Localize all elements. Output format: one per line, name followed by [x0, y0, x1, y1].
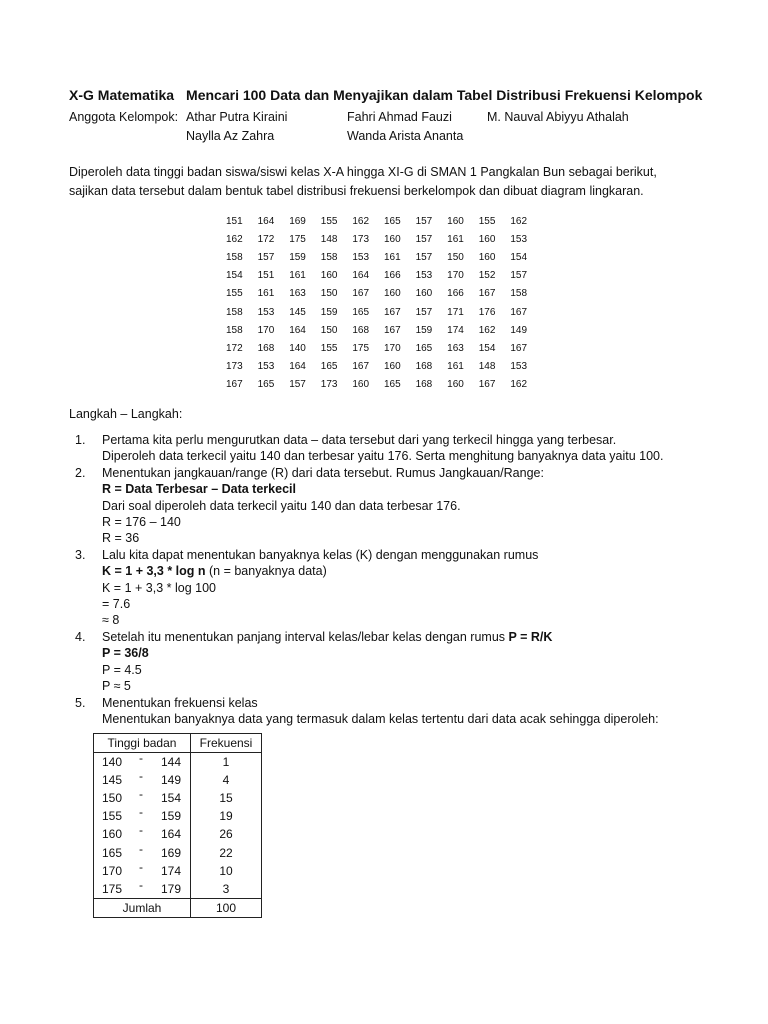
data-value: 167	[478, 379, 496, 391]
class-lower-bound: 145	[102, 773, 123, 788]
data-value: 158	[226, 251, 243, 263]
range-dash: -	[139, 787, 143, 802]
class-lower-bound: 160	[102, 827, 123, 842]
data-value: 153	[510, 361, 528, 373]
data-value: 153	[352, 251, 370, 263]
member-name: Naylla Az Zahra	[186, 129, 275, 143]
step-number: 5.	[75, 695, 86, 710]
frequency-value: 15	[191, 789, 262, 807]
data-value: 162	[226, 233, 243, 245]
step-text: ≈ 8	[102, 613, 120, 628]
data-row	[226, 230, 542, 248]
data-value: 155	[320, 215, 338, 227]
data-row	[226, 321, 542, 339]
members-label: Anggota Kelompok:	[69, 110, 179, 124]
data-value: 162	[510, 379, 528, 391]
table-row	[94, 825, 262, 843]
class-upper-bound: 164	[161, 827, 182, 842]
class-upper-bound: 174	[161, 863, 182, 878]
range-dash: -	[139, 805, 143, 820]
data-value: 168	[352, 324, 370, 336]
step-text: Pertama kita perlu mengurutkan data – data tersebut dari yang terkecil hingga yang terbesar.	[102, 433, 617, 447]
class-upper-bound: 179	[161, 881, 182, 896]
member-name: Athar Putra Kiraini	[186, 110, 288, 124]
data-value: 170	[447, 270, 464, 282]
data-value: 150	[447, 251, 464, 263]
step-text: Menentukan banyaknya data yang termasuk dalam kelas tertentu dari data acak sehingga diperoleh:	[102, 711, 659, 726]
data-value: 152	[478, 270, 496, 282]
range-dash: -	[139, 769, 143, 784]
data-value: 165	[415, 342, 433, 354]
member-name: M. Nauval Abiyyu Athalah	[487, 110, 629, 124]
data-value: 176	[478, 306, 496, 318]
data-value: 157	[510, 270, 528, 282]
data-value: 159	[415, 324, 433, 336]
frequency-value: 26	[191, 825, 262, 843]
data-value: 157	[257, 251, 275, 263]
class-upper-bound: 149	[161, 773, 182, 788]
problem-statement	[69, 163, 709, 201]
data-value: 158	[226, 306, 243, 318]
data-value: 166	[447, 288, 464, 300]
frequency-value: 3	[191, 880, 262, 899]
data-value: 172	[226, 342, 243, 354]
step-number: 4.	[75, 629, 86, 644]
data-value: 165	[320, 361, 338, 373]
step-number: 3.	[75, 547, 86, 562]
class-lower-bound: 155	[102, 809, 123, 824]
data-value: 164	[289, 361, 306, 373]
data-value: 175	[352, 342, 370, 354]
table-row	[94, 862, 262, 880]
range-dash: -	[139, 751, 143, 766]
range-dash: -	[139, 823, 143, 838]
data-value: 154	[510, 251, 528, 263]
data-row	[226, 303, 542, 321]
formula-note: (n = banyaknya data)	[205, 564, 327, 579]
data-value: 160	[447, 379, 464, 391]
step-text: P ≈ 5	[102, 679, 131, 694]
data-value: 154	[478, 342, 496, 354]
step-text: P = 4.5	[102, 662, 142, 677]
table-row	[94, 753, 262, 772]
class-upper-bound: 169	[161, 845, 182, 860]
class-lower-bound: 170	[102, 863, 123, 878]
frequency-value: 10	[191, 862, 262, 880]
data-value: 162	[478, 324, 496, 336]
total-value: 100	[191, 898, 262, 917]
data-value: 165	[352, 306, 370, 318]
data-value: 155	[320, 342, 338, 354]
data-value: 161	[289, 270, 306, 282]
class-lower-bound: 165	[102, 845, 123, 860]
class-upper-bound: 154	[161, 791, 182, 806]
data-value: 167	[478, 288, 496, 300]
data-value: 170	[383, 342, 401, 354]
data-value: 161	[447, 361, 464, 373]
table-row	[94, 880, 262, 899]
frequency-table	[93, 733, 262, 918]
class-lower-bound: 150	[102, 791, 123, 806]
raw-data-grid	[226, 212, 542, 394]
data-value: 166	[383, 270, 401, 282]
data-value: 161	[447, 233, 464, 245]
step-5	[75, 695, 715, 728]
data-value: 153	[510, 233, 528, 245]
page-title	[69, 87, 702, 103]
data-value: 149	[510, 324, 528, 336]
data-value: 158	[320, 251, 338, 263]
data-value: 163	[289, 288, 306, 300]
assignment-title: Mencari 100 Data dan Menyajikan dalam Tabel Distribusi Frekuensi Kelompok	[186, 87, 703, 103]
data-value: 148	[478, 361, 496, 373]
data-row	[226, 339, 542, 357]
frequency-value: 19	[191, 807, 262, 825]
data-value: 171	[447, 306, 464, 318]
step-text: R = 36	[102, 531, 140, 546]
step-text: R = 176 – 140	[102, 515, 181, 530]
data-value: 153	[257, 361, 275, 373]
data-value: 167	[510, 306, 528, 318]
data-value: 168	[257, 342, 275, 354]
data-value: 172	[257, 233, 275, 245]
data-value: 157	[415, 215, 433, 227]
data-value: 150	[320, 288, 338, 300]
data-value: 164	[289, 324, 306, 336]
data-row	[226, 248, 542, 266]
data-value: 157	[415, 233, 433, 245]
interval-calc: P = 36/8	[102, 646, 149, 661]
data-row	[226, 285, 542, 303]
step-text: Setelah itu menentukan panjang interval kelas/lebar kelas dengan rumus	[102, 629, 509, 644]
data-row	[226, 212, 542, 230]
data-value: 154	[226, 270, 243, 282]
frequency-value: 4	[191, 771, 262, 789]
table-row	[94, 843, 262, 861]
class-lower-bound: 175	[102, 881, 123, 896]
table-row	[94, 789, 262, 807]
data-value: 173	[320, 379, 338, 391]
intro-line: Diperoleh data tinggi badan siswa/siswi kelas X-A hingga XI-G di SMAN 1 Pangkalan Bun sebagai berikut,	[69, 165, 657, 179]
step-text: Diperoleh data terkecil yaitu 140 dan terbesar yaitu 176. Serta menghitung banyaknya data yaitu 100.	[102, 449, 664, 464]
data-value: 165	[257, 379, 275, 391]
data-value: 174	[447, 324, 464, 336]
data-value: 173	[352, 233, 370, 245]
data-value: 153	[415, 270, 433, 282]
step-text: Menentukan jangkauan/range (R) dari data tersebut. Rumus Jangkauan/Range:	[102, 465, 544, 480]
class-upper-bound: 159	[161, 809, 182, 824]
data-value: 160	[415, 288, 433, 300]
total-label: Jumlah	[94, 898, 191, 917]
data-value: 145	[289, 306, 306, 318]
frequency-value: 22	[191, 843, 262, 861]
data-value: 153	[257, 306, 275, 318]
data-value: 160	[383, 288, 401, 300]
table-row	[94, 807, 262, 825]
step-text: Lalu kita dapat menentukan banyaknya kelas (K) dengan menggunakan rumus	[102, 547, 539, 562]
column-header: Frekuensi	[191, 734, 262, 753]
data-value: 162	[510, 215, 528, 227]
data-value: 167	[352, 361, 370, 373]
frequency-value: 1	[191, 753, 262, 772]
data-value: 155	[478, 215, 496, 227]
data-value: 164	[352, 270, 370, 282]
data-value: 148	[320, 233, 338, 245]
data-value: 160	[383, 361, 401, 373]
step-text: Menentukan frekuensi kelas	[102, 695, 258, 710]
data-value: 140	[289, 342, 306, 354]
member-name: Fahri Ahmad Fauzi	[347, 110, 452, 124]
data-row	[226, 358, 542, 376]
data-value: 167	[226, 379, 243, 391]
step-number: 2.	[75, 465, 86, 480]
data-value: 175	[289, 233, 306, 245]
data-value: 160	[352, 379, 370, 391]
data-value: 160	[320, 270, 338, 282]
data-value: 170	[257, 324, 275, 336]
column-header: Tinggi badan	[94, 734, 191, 753]
interval-formula: P = R/K	[508, 629, 553, 644]
step-1	[75, 432, 715, 465]
data-value: 150	[320, 324, 338, 336]
class-count-formula: K = 1 + 3,3 * log n	[102, 564, 206, 579]
data-value: 160	[478, 233, 496, 245]
steps-heading: Langkah – Langkah:	[69, 407, 183, 421]
data-value: 157	[415, 306, 433, 318]
step-2	[75, 465, 715, 547]
range-formula: R = Data Terbesar – Data terkecil	[102, 482, 296, 497]
data-value: 167	[510, 342, 528, 354]
step-text: K = 1 + 3,3 * log 100	[102, 580, 216, 595]
range-dash: -	[139, 841, 143, 856]
data-value: 173	[226, 361, 243, 373]
data-value: 160	[447, 215, 464, 227]
class-upper-bound: 144	[161, 755, 182, 770]
data-value: 159	[320, 306, 338, 318]
data-value: 163	[447, 342, 464, 354]
data-value: 157	[289, 379, 306, 391]
data-value: 161	[257, 288, 275, 300]
step-number: 1.	[75, 433, 86, 447]
step-text: Dari soal diperoleh data terkecil yaitu 140 dan data terbesar 176.	[102, 498, 461, 513]
group-members	[69, 108, 709, 146]
data-value: 168	[415, 379, 433, 391]
data-value: 167	[383, 324, 401, 336]
data-value: 158	[510, 288, 528, 300]
data-value: 165	[383, 379, 401, 391]
data-value: 159	[289, 251, 306, 263]
data-value: 160	[383, 233, 401, 245]
range-dash: -	[139, 859, 143, 874]
class-label: X-G Matematika	[69, 87, 175, 103]
data-value: 162	[352, 215, 370, 227]
data-value: 167	[383, 306, 401, 318]
data-value: 165	[383, 215, 401, 227]
steps-list	[75, 432, 715, 727]
data-value: 151	[226, 215, 243, 227]
data-value: 169	[289, 215, 306, 227]
data-value: 161	[383, 251, 401, 263]
data-row	[226, 376, 542, 394]
data-value: 160	[478, 251, 496, 263]
data-value: 157	[415, 251, 433, 263]
step-4	[75, 629, 715, 695]
data-value: 168	[415, 361, 433, 373]
data-value: 164	[257, 215, 275, 227]
class-lower-bound: 140	[102, 755, 123, 770]
data-value: 158	[226, 324, 243, 336]
step-3	[75, 547, 715, 629]
data-value: 151	[257, 270, 275, 282]
step-text: = 7.6	[102, 597, 131, 612]
data-value: 155	[226, 288, 243, 300]
member-name: Wanda Arista Ananta	[347, 129, 464, 143]
intro-line: sajikan data tersebut dalam bentuk tabel distribusi frekuensi berkelompok dan dibuat diagram lingkaran.	[69, 184, 644, 198]
data-row	[226, 267, 542, 285]
range-dash: -	[139, 877, 143, 892]
table-row	[94, 771, 262, 789]
data-value: 167	[352, 288, 370, 300]
